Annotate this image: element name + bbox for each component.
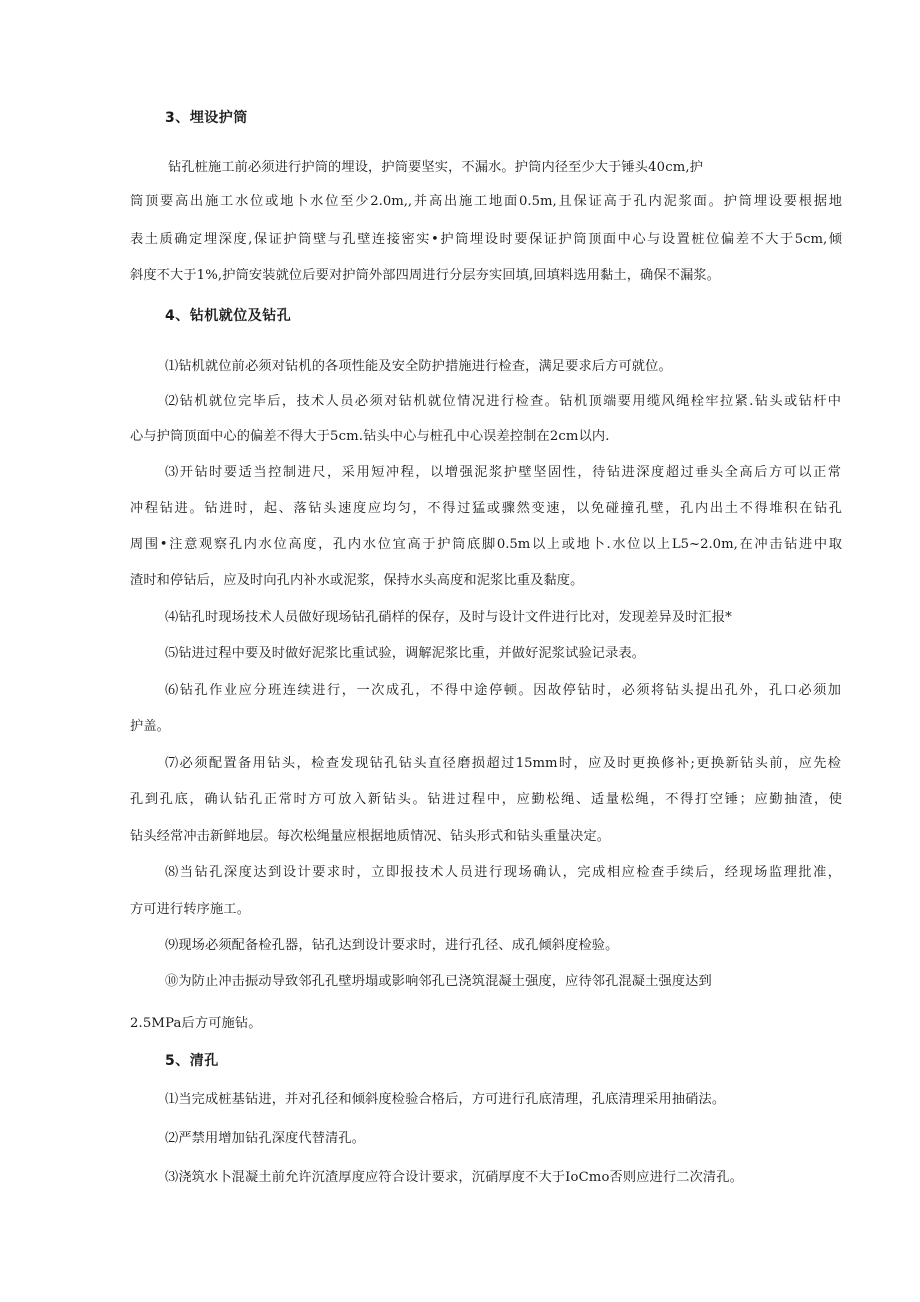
section-heading-3: 3、埋设护筒	[165, 110, 248, 126]
paragraph-line: ⑵钻机就位完毕后，技术人员必须对钻机就位情况进行检查。钻机顶端要用缆风绳栓牢拉紧.钻头或钻杆中	[165, 394, 841, 409]
paragraph-line: ⑸钻进过程中要及时做好泥浆比重试验，调解泥浆比重，并做好泥浆试验记录表。	[165, 646, 646, 661]
paragraph-line: 周围•注意观察孔内水位高度，孔内水位宜高于护筒底脚0.5m以上或地卜.水位以上L5~2.0m,在冲击钻进中取	[130, 537, 842, 552]
paragraph-line: 钻孔桩施工前必须进行护筒的埋设，护筒要坚实，不漏水。护筒内径至少大于锤头40cm,护	[168, 160, 704, 175]
paragraph-line: ⑴当完成桩基钻进，并对孔径和倾斜度检验合格后，方可进行孔底清理，孔底清理采用抽硝法。	[165, 1092, 726, 1107]
paragraph-line: 钻头经常冲击新鲜地层。每次松绳量应根据地质情况、钻头形式和钻头重量决定。	[130, 829, 611, 844]
paragraph-line: ⑩为防止冲击振动导致邻孔孔壁坍塌或影响邻孔已浇筑混凝土强度，应待邻孔混凝土强度达到	[165, 974, 712, 989]
paragraph-line: ⑹钻孔作业应分班连续进行，一次成孔，不得中途停顿。因故停钻时，必须将钻头提出孔外，孔口必须加	[165, 683, 841, 698]
paragraph-line: 2.5MPa后方可施钻。	[130, 1016, 262, 1031]
paragraph-line: 筒顶要高出施工水位或地卜水位至少2.0m,,并高出施工地面0.5m,且保证高于孔内泥浆面。护筒埋设要根据地	[130, 194, 842, 209]
paragraph-line: ⑷钻孔时现场技术人员做好现场钻孔硝样的保存，及时与设计文件进行比对，发现差异及时汇报*	[165, 610, 732, 625]
paragraph-line: ⑵严禁用增加钻孔深度代替清孔。	[165, 1131, 366, 1146]
paragraph-line: 斜度不大于1%,护筒安装就位后要对护筒外部四周进行分层夯实回填,回填料选用黏土，确保不漏浆。	[130, 268, 721, 283]
paragraph-line: 孔到孔底，确认钻孔正常时方可放入新钻头。钻进过程中，应勤松绳、适量松绳，不得打空锤；应勤抽渣，使	[130, 792, 842, 807]
paragraph-line: ⑶开钻时要适当控制进尺，采用短冲程，以增强泥浆护壁坚固性，待钻进深度超过垂头全高后方可以正常	[165, 465, 841, 480]
paragraph-line: ⑼现场必须配备检孔器，钻孔达到设计要求时，进行孔径、成孔倾斜度检验。	[165, 938, 619, 953]
paragraph-line: 护盖。	[130, 719, 171, 734]
paragraph-line: 表土质确定埋深度,保证护筒壁与孔壁连接密实•护筒埋设时要保证护筒顶面中心与设置桩位偏差不大于5cm,倾	[130, 232, 842, 247]
section-heading-4: 4、钻机就位及钻孔	[165, 308, 292, 324]
paragraph-line: ⑺必须配置备用钻头，检查发现钻孔钻头直径磨损超过15mm时，应及时更换修补;更换新钻头前，应先检	[165, 756, 841, 771]
paragraph-line: 冲程钻进。钻进时，起、落钻头速度应均匀，不得过猛或骤然变速，以免碰撞孔壁，孔内出土不得堆积在钻孔	[130, 501, 842, 516]
paragraph-line: ⑶浇筑水卜混凝土前允许沉渣厚度应符合设计要求，沉硝厚度不大于IoCmo否则应进行二次清孔。	[165, 1170, 743, 1185]
paragraph-line: ⑴钻机就位前必须对钻机的各项性能及安全防护措施进行检查，满足要求后方可就位。	[165, 359, 672, 374]
paragraph-line: ⑻当钻孔深度达到设计要求时，立即报技术人员进行现场确认，完成相应检查手续后，经现场监理批准，	[165, 865, 841, 880]
paragraph-line: 心与护筒顶面中心的偏差不得大于5cm.钻头中心与桩孔中心误差控制在2cm以内.	[130, 429, 610, 444]
section-heading-5: 5、清孔	[165, 1053, 219, 1069]
paragraph-line: 渣时和停钻后，应及时向孔内补水或泥浆，保持水头高度和泥浆比重及黏度。	[130, 573, 584, 588]
paragraph-line: 方可进行转序施工。	[130, 902, 251, 917]
